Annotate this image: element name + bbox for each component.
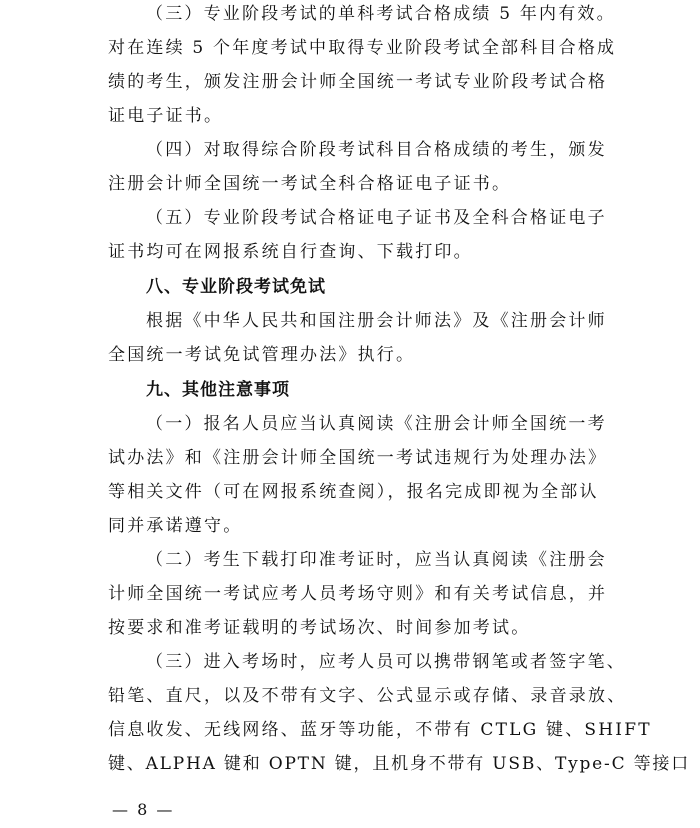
paragraph-line: 计师全国统一考试应考人员考场守则》和有关考试信息，并 <box>108 584 608 604</box>
paragraph-line: （五）专业阶段考试合格证电子证书及全科合格证电子 <box>146 208 607 228</box>
page-number: — 8 — <box>112 800 175 819</box>
paragraph-line: 按要求和准考证载明的考试场次、时间参加考试。 <box>108 618 531 638</box>
paragraph-line: 绩的考生，颁发注册会计师全国统一考试专业阶段考试合格 <box>108 72 608 92</box>
paragraph-line: 试办法》和《注册会计师全国统一考试违规行为处理办法》 <box>108 448 608 468</box>
paragraph-line: （三）进入考场时，应考人员可以携带钢笔或者签字笔、 <box>146 652 626 672</box>
paragraph-line: 根据《中华人民共和国注册会计师法》及《注册会计师 <box>146 311 607 331</box>
section-heading: 九、其他注意事项 <box>146 380 290 400</box>
paragraph-line: （一）报名人员应当认真阅读《注册会计师全国统一考 <box>146 414 607 434</box>
paragraph-line: 注册会计师全国统一考试全科合格证电子证书。 <box>108 174 512 194</box>
paragraph-line: （四）对取得综合阶段考试科目合格成绩的考生，颁发 <box>146 140 607 160</box>
paragraph-line: 对在连续 5 个年度考试中取得专业阶段考试全部科目合格成 <box>108 38 617 58</box>
paragraph-line: （二）考生下载打印准考证时，应当认真阅读《注册会 <box>146 550 607 570</box>
paragraph-line: 铅笔、直尺，以及不带有文字、公式显示或存储、录音录放、 <box>108 686 627 706</box>
paragraph-line: 同并承诺遵守。 <box>108 516 243 536</box>
paragraph-line: 信息收发、无线网络、蓝牙等功能，不带有 CTLG 键、SHIFT <box>108 720 652 740</box>
paragraph-line: 等相关文件（可在网报系统查阅），报名完成即视为全部认 <box>108 482 599 502</box>
paragraph-line: 证电子证书。 <box>108 106 224 126</box>
paragraph-line: 全国统一考试免试管理办法》执行。 <box>108 345 416 365</box>
paragraph-line: 证书均可在网报系统自行查询、下载打印。 <box>108 242 473 262</box>
paragraph-line: 键、ALPHA 键和 OPTN 键，且机身不带有 USB、Type-C 等接口 <box>108 754 690 774</box>
paragraph-line: （三）专业阶段考试的单科考试合格成绩 5 年内有效。 <box>146 4 616 24</box>
section-heading: 八、专业阶段考试免试 <box>146 277 326 297</box>
